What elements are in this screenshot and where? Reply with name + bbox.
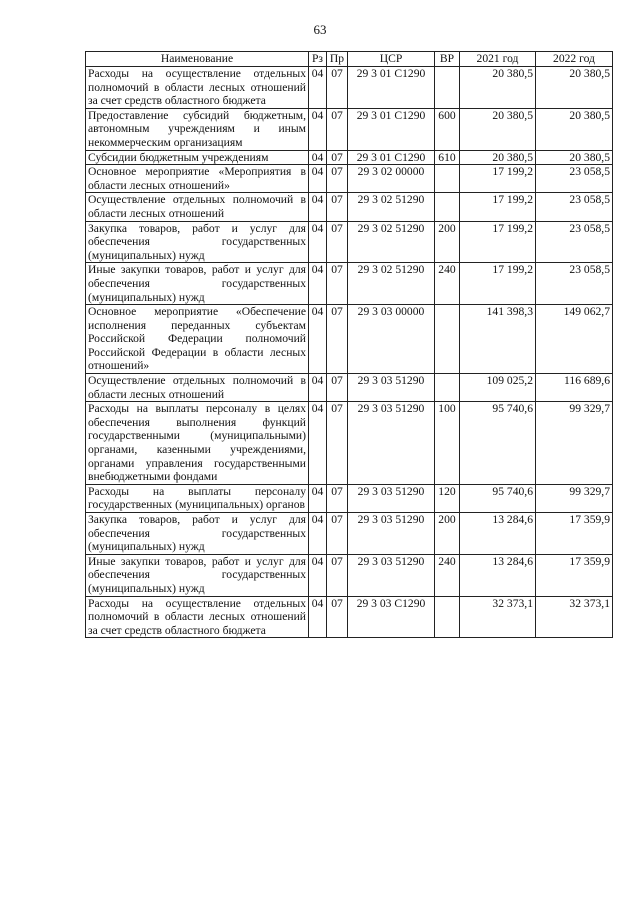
- cell-rz: 04: [309, 305, 327, 374]
- header-pr: Пр: [327, 52, 348, 67]
- cell-csr: 29 3 01 С1290: [348, 108, 435, 150]
- header-rz: Рз: [309, 52, 327, 67]
- cell-pr: 07: [327, 108, 348, 150]
- cell-name: Иные закупки товаров, работ и услуг для обеспечения государственных (муниципальных) нужд: [86, 263, 309, 305]
- table-row: [86, 374, 613, 402]
- cell-csr: 29 3 01 С1290: [348, 150, 435, 165]
- header-csr: ЦСР: [348, 52, 435, 67]
- cell-2022: 116 689,6: [536, 374, 613, 402]
- header-vr: ВР: [435, 52, 460, 67]
- cell-pr: 07: [327, 165, 348, 193]
- cell-vr: [435, 67, 460, 109]
- cell-csr: 29 3 03 51290: [348, 484, 435, 512]
- table-row: [86, 484, 613, 512]
- cell-name: Субсидии бюджетным учреждениям: [86, 150, 309, 165]
- cell-name: Осуществление отдельных полномочий в области лесных отношений: [86, 374, 309, 402]
- table-row: [86, 150, 613, 165]
- cell-pr: 07: [327, 221, 348, 263]
- cell-rz: 04: [309, 374, 327, 402]
- cell-name: Иные закупки товаров, работ и услуг для обеспечения государственных (муниципальных) нужд: [86, 554, 309, 596]
- cell-2021: 17 199,2: [460, 165, 536, 193]
- cell-2021: 17 199,2: [460, 263, 536, 305]
- cell-name: Осуществление отдельных полномочий в области лесных отношений: [86, 193, 309, 221]
- table-row: [86, 67, 613, 109]
- cell-rz: 04: [309, 108, 327, 150]
- table-row: [86, 263, 613, 305]
- cell-2022: 99 329,7: [536, 484, 613, 512]
- cell-pr: 07: [327, 374, 348, 402]
- cell-vr: [435, 596, 460, 638]
- table-row: [86, 221, 613, 263]
- cell-rz: 04: [309, 165, 327, 193]
- cell-pr: 07: [327, 193, 348, 221]
- table-row: [86, 513, 613, 555]
- cell-2021: 17 199,2: [460, 193, 536, 221]
- cell-2022: 149 062,7: [536, 305, 613, 374]
- cell-rz: 04: [309, 221, 327, 263]
- table-row: [86, 596, 613, 638]
- cell-2022: 23 058,5: [536, 221, 613, 263]
- cell-vr: [435, 165, 460, 193]
- cell-rz: 04: [309, 193, 327, 221]
- cell-csr: 29 3 02 51290: [348, 193, 435, 221]
- cell-pr: 07: [327, 67, 348, 109]
- cell-csr: 29 3 03 51290: [348, 554, 435, 596]
- table-row: [86, 108, 613, 150]
- table-row: [86, 193, 613, 221]
- cell-csr: 29 3 02 51290: [348, 221, 435, 263]
- table-header-row: [86, 52, 613, 67]
- budget-table: [85, 51, 613, 638]
- table-row: [86, 165, 613, 193]
- cell-name: Закупка товаров, работ и услуг для обеспечения государственных (муниципальных) нужд: [86, 513, 309, 555]
- cell-2021: 95 740,6: [460, 402, 536, 485]
- page-number: 63: [313, 22, 327, 37]
- cell-rz: 04: [309, 67, 327, 109]
- cell-name: Расходы на осуществление отдельных полномочий в области лесных отношений за счет средств областного бюджета: [86, 67, 309, 109]
- cell-csr: 29 3 02 51290: [348, 263, 435, 305]
- cell-vr: 610: [435, 150, 460, 165]
- cell-csr: 29 3 03 С1290: [348, 596, 435, 638]
- cell-pr: 07: [327, 305, 348, 374]
- cell-2021: 95 740,6: [460, 484, 536, 512]
- header-name: Наименование: [86, 52, 309, 67]
- cell-csr: 29 3 03 00000: [348, 305, 435, 374]
- cell-csr: 29 3 02 00000: [348, 165, 435, 193]
- cell-name: Расходы на выплаты персоналу в целях обеспечения выполнения функций государственными (муниципальными) органами, казенными учреждениями, органами управления государственными внебюджетными фондами: [86, 402, 309, 485]
- cell-2021: 141 398,3: [460, 305, 536, 374]
- header-2021: 2021 год: [460, 52, 536, 67]
- table-row: [86, 402, 613, 485]
- cell-vr: [435, 305, 460, 374]
- cell-name: Расходы на осуществление отдельных полномочий в области лесных отношений за счет средств областного бюджета: [86, 596, 309, 638]
- cell-name: Закупка товаров, работ и услуг для обеспечения государственных (муниципальных) нужд: [86, 221, 309, 263]
- cell-rz: 04: [309, 596, 327, 638]
- cell-rz: 04: [309, 402, 327, 485]
- cell-vr: 120: [435, 484, 460, 512]
- cell-csr: 29 3 03 51290: [348, 513, 435, 555]
- cell-pr: 07: [327, 402, 348, 485]
- cell-rz: 04: [309, 150, 327, 165]
- cell-2022: 20 380,5: [536, 67, 613, 109]
- header-2022: 2022 год: [536, 52, 613, 67]
- cell-vr: 240: [435, 554, 460, 596]
- cell-pr: 07: [327, 484, 348, 512]
- cell-2022: 23 058,5: [536, 165, 613, 193]
- cell-2022: 23 058,5: [536, 193, 613, 221]
- cell-vr: [435, 193, 460, 221]
- cell-rz: 04: [309, 263, 327, 305]
- cell-vr: 200: [435, 221, 460, 263]
- cell-2022: 99 329,7: [536, 402, 613, 485]
- table-row: [86, 554, 613, 596]
- cell-vr: [435, 374, 460, 402]
- cell-pr: 07: [327, 513, 348, 555]
- cell-2022: 17 359,9: [536, 513, 613, 555]
- cell-vr: 200: [435, 513, 460, 555]
- cell-2022: 32 373,1: [536, 596, 613, 638]
- cell-rz: 04: [309, 513, 327, 555]
- cell-2021: 20 380,5: [460, 150, 536, 165]
- cell-vr: 100: [435, 402, 460, 485]
- cell-vr: 240: [435, 263, 460, 305]
- cell-name: Предоставление субсидий бюджетным, автономным учреждениям и иным некоммерческим организациям: [86, 108, 309, 150]
- cell-pr: 07: [327, 150, 348, 165]
- cell-2021: 109 025,2: [460, 374, 536, 402]
- cell-pr: 07: [327, 596, 348, 638]
- cell-csr: 29 3 03 51290: [348, 374, 435, 402]
- cell-rz: 04: [309, 484, 327, 512]
- cell-vr: 600: [435, 108, 460, 150]
- cell-2022: 20 380,5: [536, 108, 613, 150]
- cell-2021: 13 284,6: [460, 554, 536, 596]
- cell-2021: 20 380,5: [460, 67, 536, 109]
- cell-pr: 07: [327, 263, 348, 305]
- cell-name: Основное мероприятие «Мероприятия в области лесных отношений»: [86, 165, 309, 193]
- cell-2021: 20 380,5: [460, 108, 536, 150]
- cell-csr: 29 3 01 С1290: [348, 67, 435, 109]
- cell-pr: 07: [327, 554, 348, 596]
- cell-2022: 20 380,5: [536, 150, 613, 165]
- cell-rz: 04: [309, 554, 327, 596]
- cell-2022: 17 359,9: [536, 554, 613, 596]
- cell-csr: 29 3 03 51290: [348, 402, 435, 485]
- cell-2021: 32 373,1: [460, 596, 536, 638]
- cell-name: Основное мероприятие «Обеспечение исполнения переданных субъектам Российской Федерации полномочий Российской Федерации в области лесных отношений»: [86, 305, 309, 374]
- cell-2022: 23 058,5: [536, 263, 613, 305]
- cell-name: Расходы на выплаты персоналу государственных (муниципальных) органов: [86, 484, 309, 512]
- cell-2021: 17 199,2: [460, 221, 536, 263]
- table-row: [86, 305, 613, 374]
- cell-2021: 13 284,6: [460, 513, 536, 555]
